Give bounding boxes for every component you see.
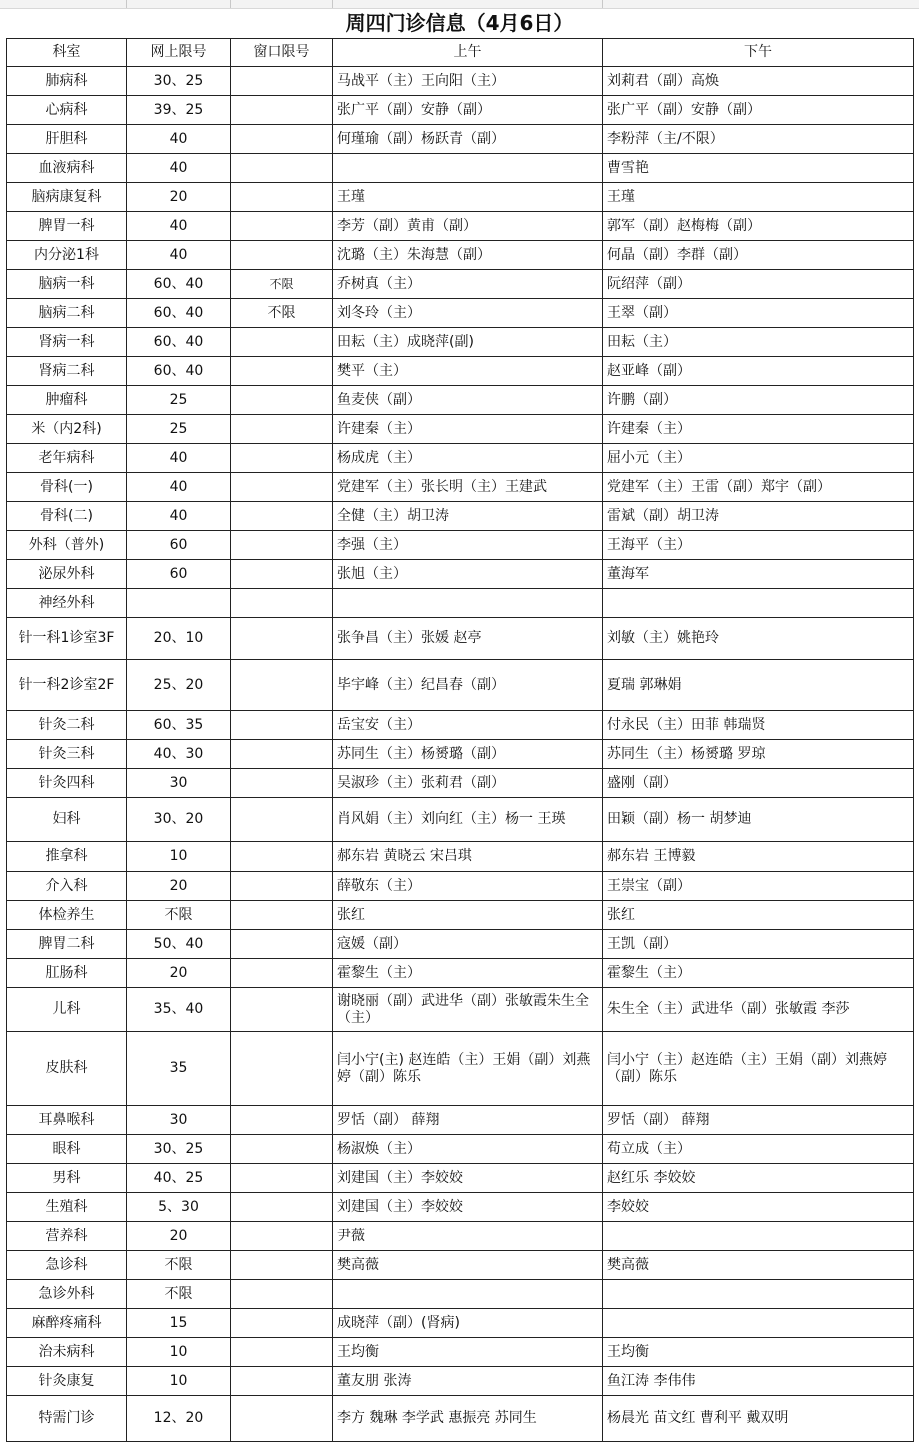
- cell-afternoon[interactable]: 张广平（副）安静（副）: [603, 96, 914, 125]
- cell-dept[interactable]: 麻醉疼痛科: [7, 1309, 127, 1338]
- cell-dept[interactable]: 泌尿外科: [7, 560, 127, 589]
- cell-dept[interactable]: 米（内2科): [7, 415, 127, 444]
- cell-dept[interactable]: 老年病科: [7, 444, 127, 473]
- cell-window-limit[interactable]: [231, 1106, 333, 1135]
- header-morning: 上午: [333, 39, 603, 67]
- cell-afternoon[interactable]: 王崇宝（副）: [603, 872, 914, 901]
- cell-afternoon[interactable]: 王瑾: [603, 183, 914, 212]
- cell-window-limit[interactable]: [231, 798, 333, 842]
- cell-dept[interactable]: 针一科2诊室2F: [7, 660, 127, 711]
- cell-afternoon[interactable]: 刘莉君（副）高焕: [603, 67, 914, 96]
- cell-window-limit[interactable]: [231, 212, 333, 241]
- cell-morning[interactable]: 杨成虎（主）: [333, 444, 603, 473]
- cell-online-limit[interactable]: 25: [127, 386, 231, 415]
- cell-window-limit[interactable]: [231, 930, 333, 959]
- table-row: [7, 988, 914, 1032]
- cell-online-limit[interactable]: 12、20: [127, 1396, 231, 1442]
- cell-afternoon[interactable]: 阮绍萍（副）: [603, 270, 914, 299]
- cell-window-limit[interactable]: [231, 1164, 333, 1193]
- table-row: [7, 299, 914, 328]
- cell-dept[interactable]: 血液病科: [7, 154, 127, 183]
- cell-window-limit[interactable]: [231, 96, 333, 125]
- cell-morning[interactable]: 张争昌（主）张媛 赵亭: [333, 618, 603, 660]
- cell-dept[interactable]: 骨科(二): [7, 502, 127, 531]
- cell-window-limit[interactable]: [231, 473, 333, 502]
- cell-morning[interactable]: 罗恬（副） 薛翔: [333, 1106, 603, 1135]
- cell-online-limit[interactable]: 40、25: [127, 1164, 231, 1193]
- table-row: [7, 959, 914, 988]
- cell-online-limit[interactable]: 40: [127, 473, 231, 502]
- cell-afternoon[interactable]: 许鹏（副）: [603, 386, 914, 415]
- cell-afternoon[interactable]: 王均衡: [603, 1338, 914, 1367]
- cell-dept[interactable]: 脑病一科: [7, 270, 127, 299]
- cell-online-limit[interactable]: 60、35: [127, 711, 231, 740]
- cell-window-limit[interactable]: [231, 386, 333, 415]
- cell-online-limit[interactable]: 50、40: [127, 930, 231, 959]
- cell-morning[interactable]: 许建秦（主）: [333, 415, 603, 444]
- cell-afternoon[interactable]: 闫小宁（主）赵连皓（主）王娟（副）刘燕婷（副）陈乐: [603, 1032, 914, 1106]
- table-row: [7, 415, 914, 444]
- cell-online-limit[interactable]: 不限: [127, 1280, 231, 1309]
- cell-window-limit[interactable]: [231, 502, 333, 531]
- table-row: [7, 1193, 914, 1222]
- cell-online-limit[interactable]: 10: [127, 1338, 231, 1367]
- cell-dept[interactable]: 脾胃二科: [7, 930, 127, 959]
- cell-dept[interactable]: 皮肤科: [7, 1032, 127, 1106]
- cell-online-limit[interactable]: 20: [127, 872, 231, 901]
- schedule-table: [6, 38, 914, 1442]
- cell-morning[interactable]: 田耘（主）成晓萍(副): [333, 328, 603, 357]
- cell-online-limit[interactable]: 40: [127, 444, 231, 473]
- cell-online-limit[interactable]: 60、40: [127, 357, 231, 386]
- cell-dept[interactable]: 肾病二科: [7, 357, 127, 386]
- header-afternoon: 下午: [603, 39, 914, 67]
- cell-window-limit[interactable]: [231, 1032, 333, 1106]
- cell-dept[interactable]: 肾病一科: [7, 328, 127, 357]
- cell-online-limit[interactable]: 35: [127, 1032, 231, 1106]
- cell-window-limit[interactable]: [231, 154, 333, 183]
- cell-window-limit[interactable]: [231, 444, 333, 473]
- cell-dept[interactable]: 体检养生: [7, 901, 127, 930]
- cell-afternoon[interactable]: 雷斌（副）胡卫涛: [603, 502, 914, 531]
- cell-morning[interactable]: 张旭（主）: [333, 560, 603, 589]
- header-window-limit: 窗口限号: [231, 39, 333, 67]
- cell-dept[interactable]: 治未病科: [7, 1338, 127, 1367]
- cell-window-limit[interactable]: [231, 125, 333, 154]
- table-row: [7, 531, 914, 560]
- cell-dept[interactable]: 肺病科: [7, 67, 127, 96]
- cell-afternoon[interactable]: 杨晨光 苗文红 曹利平 戴双明: [603, 1396, 914, 1442]
- cell-afternoon[interactable]: 田颖（副）杨一 胡梦迪: [603, 798, 914, 842]
- cell-dept[interactable]: 脑病康复科: [7, 183, 127, 212]
- cell-online-limit[interactable]: 60、40: [127, 328, 231, 357]
- cell-online-limit[interactable]: 30: [127, 769, 231, 798]
- cell-window-limit[interactable]: [231, 183, 333, 212]
- cell-dept[interactable]: 推拿科: [7, 842, 127, 872]
- cell-online-limit[interactable]: 35、40: [127, 988, 231, 1032]
- table-row: [7, 125, 914, 154]
- cell-online-limit[interactable]: 20: [127, 959, 231, 988]
- cell-afternoon[interactable]: 朱生全（主）武进华（副）张敏霞 李莎: [603, 988, 914, 1032]
- table-row: [7, 357, 914, 386]
- cell-morning[interactable]: 郝东岩 黄晓云 宋吕琪: [333, 842, 603, 872]
- cell-afternoon[interactable]: 苟立成（主）: [603, 1135, 914, 1164]
- cell-afternoon[interactable]: 党建军（主）王雷（副）郑宇（副）: [603, 473, 914, 502]
- cell-dept[interactable]: 针灸三科: [7, 740, 127, 769]
- cell-window-limit[interactable]: [231, 1193, 333, 1222]
- cell-online-limit[interactable]: 不限: [127, 1251, 231, 1280]
- table-row: [7, 769, 914, 798]
- cell-dept[interactable]: 介入科: [7, 872, 127, 901]
- header-dept: 科室: [7, 39, 127, 67]
- header-online-limit: 网上限号: [127, 39, 231, 67]
- cell-window-limit[interactable]: [231, 415, 333, 444]
- table-row: [7, 901, 914, 930]
- cell-dept[interactable]: 特需门诊: [7, 1396, 127, 1442]
- cell-online-limit[interactable]: 60: [127, 560, 231, 589]
- cell-afternoon[interactable]: [603, 1222, 914, 1251]
- cell-window-limit[interactable]: [231, 357, 333, 386]
- cell-morning[interactable]: 王瑾: [333, 183, 603, 212]
- cell-online-limit[interactable]: 25: [127, 415, 231, 444]
- cell-morning[interactable]: 岳宝安（主）: [333, 711, 603, 740]
- cell-afternoon[interactable]: 霍黎生（主）: [603, 959, 914, 988]
- cell-afternoon[interactable]: 郭军（副）赵梅梅（副）: [603, 212, 914, 241]
- cell-window-limit[interactable]: [231, 901, 333, 930]
- cell-window-limit[interactable]: [231, 842, 333, 872]
- cell-online-limit[interactable]: 30、25: [127, 67, 231, 96]
- cell-afternoon[interactable]: 张红: [603, 901, 914, 930]
- table-row: [7, 270, 914, 299]
- table-row: [7, 473, 914, 502]
- cell-afternoon[interactable]: 赵红乐 李姣姣: [603, 1164, 914, 1193]
- cell-window-limit[interactable]: [231, 589, 333, 618]
- cell-morning[interactable]: 李强（主）: [333, 531, 603, 560]
- cell-online-limit[interactable]: 60: [127, 531, 231, 560]
- cell-online-limit[interactable]: 30、20: [127, 798, 231, 842]
- cell-afternoon[interactable]: 付永民（主）田菲 韩瑞贤: [603, 711, 914, 740]
- cell-online-limit[interactable]: 60、40: [127, 299, 231, 328]
- cell-dept[interactable]: 针灸二科: [7, 711, 127, 740]
- cell-afternoon[interactable]: 苏同生（主）杨赟璐 罗琼: [603, 740, 914, 769]
- cell-afternoon[interactable]: 李粉萍（主/不限）: [603, 125, 914, 154]
- table-row: [7, 1164, 914, 1193]
- cell-morning[interactable]: 樊高薇: [333, 1251, 603, 1280]
- cell-afternoon[interactable]: 王翠（副）: [603, 299, 914, 328]
- cell-morning[interactable]: 肖风娟（主）刘向红（主）杨一 王瑛: [333, 798, 603, 842]
- cell-dept[interactable]: 肝胆科: [7, 125, 127, 154]
- cell-morning[interactable]: 王均衡: [333, 1338, 603, 1367]
- cell-afternoon[interactable]: [603, 1309, 914, 1338]
- cell-afternoon[interactable]: 曹雪艳: [603, 154, 914, 183]
- cell-dept[interactable]: 针灸四科: [7, 769, 127, 798]
- cell-morning[interactable]: 张红: [333, 901, 603, 930]
- table-row: [7, 930, 914, 959]
- cell-window-limit[interactable]: 不限: [231, 299, 333, 328]
- cell-window-limit[interactable]: [231, 1222, 333, 1251]
- cell-morning[interactable]: 刘冬玲（主）: [333, 299, 603, 328]
- cell-online-limit[interactable]: 5、30: [127, 1193, 231, 1222]
- cell-window-limit[interactable]: 不限: [231, 270, 333, 299]
- cell-afternoon[interactable]: 郝东岩 王博毅: [603, 842, 914, 872]
- cell-morning[interactable]: 霍黎生（主）: [333, 959, 603, 988]
- cell-online-limit[interactable]: 25、20: [127, 660, 231, 711]
- cell-window-limit[interactable]: [231, 1396, 333, 1442]
- table-row: [7, 798, 914, 842]
- cell-morning[interactable]: 寇媛（副）: [333, 930, 603, 959]
- cell-window-limit[interactable]: [231, 872, 333, 901]
- cell-online-limit[interactable]: 40: [127, 502, 231, 531]
- cell-afternoon[interactable]: 何晶（副）李群（副）: [603, 241, 914, 270]
- cell-dept[interactable]: 脑病二科: [7, 299, 127, 328]
- cell-afternoon[interactable]: 王凯（副）: [603, 930, 914, 959]
- cell-online-limit[interactable]: 不限: [127, 901, 231, 930]
- table-row: [7, 711, 914, 740]
- table-row: [7, 1135, 914, 1164]
- table-row: [7, 1338, 914, 1367]
- table-row: [7, 589, 914, 618]
- cell-online-limit[interactable]: 40: [127, 212, 231, 241]
- cell-morning[interactable]: [333, 589, 603, 618]
- cell-morning[interactable]: 闫小宁(主) 赵连皓（主）王娟（副）刘燕婷（副）陈乐: [333, 1032, 603, 1106]
- cell-morning[interactable]: 杨淑焕（主）: [333, 1135, 603, 1164]
- cell-dept[interactable]: 骨科(一): [7, 473, 127, 502]
- cell-window-limit[interactable]: [231, 1338, 333, 1367]
- table-row: [7, 386, 914, 415]
- cell-dept[interactable]: 男科: [7, 1164, 127, 1193]
- cell-window-limit[interactable]: [231, 67, 333, 96]
- cell-online-limit[interactable]: 40: [127, 241, 231, 270]
- cell-dept[interactable]: 神经外科: [7, 589, 127, 618]
- table-row: [7, 212, 914, 241]
- cell-afternoon[interactable]: 鱼江涛 李伟伟: [603, 1367, 914, 1396]
- cell-morning[interactable]: 谢晓丽（副）武进华（副）张敏霞朱生全（主）: [333, 988, 603, 1032]
- cell-morning[interactable]: 薛敬东（主）: [333, 872, 603, 901]
- table-row: [7, 1251, 914, 1280]
- cell-afternoon[interactable]: 屈小元（主）: [603, 444, 914, 473]
- cell-online-limit[interactable]: 20、10: [127, 618, 231, 660]
- table-row: [7, 660, 914, 711]
- cell-dept[interactable]: 肛肠科: [7, 959, 127, 988]
- cell-dept[interactable]: 儿科: [7, 988, 127, 1032]
- cell-online-limit[interactable]: 10: [127, 842, 231, 872]
- cell-window-limit[interactable]: [231, 618, 333, 660]
- table-row: [7, 842, 914, 872]
- table-body: [7, 67, 914, 1442]
- cell-morning[interactable]: 李方 魏琳 李学武 惠振亮 苏同生: [333, 1396, 603, 1442]
- cell-online-limit[interactable]: 39、25: [127, 96, 231, 125]
- cell-dept[interactable]: 急诊科: [7, 1251, 127, 1280]
- cell-window-limit[interactable]: [231, 660, 333, 711]
- cell-morning[interactable]: 马战平（主）王向阳（主）: [333, 67, 603, 96]
- cell-window-limit[interactable]: [231, 241, 333, 270]
- cell-morning[interactable]: 李芳（副）黄甫（副）: [333, 212, 603, 241]
- cell-morning[interactable]: [333, 154, 603, 183]
- cell-afternoon[interactable]: 夏瑞 郭琳娟: [603, 660, 914, 711]
- table-row: [7, 328, 914, 357]
- cell-dept[interactable]: 眼科: [7, 1135, 127, 1164]
- header-row: [7, 39, 914, 67]
- table-row: [7, 154, 914, 183]
- cell-afternoon[interactable]: 樊高薇: [603, 1251, 914, 1280]
- cell-dept[interactable]: 内分泌1科: [7, 241, 127, 270]
- cell-morning[interactable]: 鱼麦侠（副）: [333, 386, 603, 415]
- cell-morning[interactable]: 刘建国（主）李姣姣: [333, 1164, 603, 1193]
- cell-dept[interactable]: 针灸康复: [7, 1367, 127, 1396]
- table-row: [7, 241, 914, 270]
- cell-window-limit[interactable]: [231, 1251, 333, 1280]
- cell-online-limit[interactable]: 60、40: [127, 270, 231, 299]
- cell-afternoon[interactable]: 盛刚（副）: [603, 769, 914, 798]
- cell-window-limit[interactable]: [231, 1135, 333, 1164]
- cell-morning[interactable]: 何瑾瑜（副）杨跃青（副）: [333, 125, 603, 154]
- cell-window-limit[interactable]: [231, 531, 333, 560]
- table-row: [7, 96, 914, 125]
- cell-online-limit[interactable]: 40: [127, 154, 231, 183]
- cell-afternoon[interactable]: 赵亚峰（副）: [603, 357, 914, 386]
- cell-afternoon[interactable]: 田耘（主）: [603, 328, 914, 357]
- cell-online-limit[interactable]: 20: [127, 1222, 231, 1251]
- cell-online-limit[interactable]: 40: [127, 125, 231, 154]
- cell-online-limit[interactable]: 30、25: [127, 1135, 231, 1164]
- cell-morning[interactable]: 樊平（主）: [333, 357, 603, 386]
- cell-morning[interactable]: 乔树真（主）: [333, 270, 603, 299]
- cell-window-limit[interactable]: [231, 1367, 333, 1396]
- cell-window-limit[interactable]: [231, 959, 333, 988]
- cell-afternoon[interactable]: 王海平（主）: [603, 531, 914, 560]
- table-row: [7, 1106, 914, 1135]
- cell-window-limit[interactable]: [231, 740, 333, 769]
- cell-morning[interactable]: 董友朋 张涛: [333, 1367, 603, 1396]
- cell-online-limit[interactable]: 10: [127, 1367, 231, 1396]
- table-row: [7, 872, 914, 901]
- cell-online-limit[interactable]: 15: [127, 1309, 231, 1338]
- cell-window-limit[interactable]: [231, 328, 333, 357]
- cell-dept[interactable]: 心病科: [7, 96, 127, 125]
- cell-afternoon[interactable]: 李姣姣: [603, 1193, 914, 1222]
- table-row: [7, 560, 914, 589]
- cell-dept[interactable]: 急诊外科: [7, 1280, 127, 1309]
- cell-afternoon[interactable]: 董海军: [603, 560, 914, 589]
- table-row: [7, 1222, 914, 1251]
- cell-afternoon[interactable]: 许建秦（主）: [603, 415, 914, 444]
- cell-online-limit[interactable]: 20: [127, 183, 231, 212]
- cell-afternoon[interactable]: 刘敏（主）姚艳玲: [603, 618, 914, 660]
- cell-dept[interactable]: 脾胃一科: [7, 212, 127, 241]
- table-row: [7, 444, 914, 473]
- cell-window-limit[interactable]: [231, 711, 333, 740]
- page-title: 周四门诊信息（4月6日）: [345, 11, 574, 35]
- cell-morning[interactable]: 沈璐（主）朱海慧（副）: [333, 241, 603, 270]
- cell-morning[interactable]: [333, 1280, 603, 1309]
- cell-morning[interactable]: 吴淑珍（主）张莉君（副）: [333, 769, 603, 798]
- cell-dept[interactable]: 肿瘤科: [7, 386, 127, 415]
- cell-morning[interactable]: 党建军（主）张长明（主）王建武: [333, 473, 603, 502]
- cell-window-limit[interactable]: [231, 1280, 333, 1309]
- cell-online-limit[interactable]: 30: [127, 1106, 231, 1135]
- table-row: [7, 1280, 914, 1309]
- cell-dept[interactable]: 生殖科: [7, 1193, 127, 1222]
- cell-window-limit[interactable]: [231, 560, 333, 589]
- table-row: [7, 502, 914, 531]
- table-row: [7, 1396, 914, 1442]
- cell-online-limit[interactable]: [127, 589, 231, 618]
- cell-morning[interactable]: 苏同生（主）杨赟璐（副）: [333, 740, 603, 769]
- cell-dept[interactable]: 耳鼻喉科: [7, 1106, 127, 1135]
- cell-morning[interactable]: 全健（主）胡卫涛: [333, 502, 603, 531]
- table-row: [7, 183, 914, 212]
- table-row: [7, 67, 914, 96]
- cell-morning[interactable]: 毕宇峰（主）纪昌春（副）: [333, 660, 603, 711]
- cell-morning[interactable]: 张广平（副）安静（副）: [333, 96, 603, 125]
- cell-afternoon[interactable]: [603, 1280, 914, 1309]
- cell-morning[interactable]: 刘建国（主）李姣姣: [333, 1193, 603, 1222]
- cell-window-limit[interactable]: [231, 769, 333, 798]
- cell-afternoon[interactable]: 罗恬（副） 薛翔: [603, 1106, 914, 1135]
- table-row: [7, 1309, 914, 1338]
- cell-morning[interactable]: 成晓萍（副）(肾病): [333, 1309, 603, 1338]
- table-row: [7, 618, 914, 660]
- table-row: [7, 740, 914, 769]
- cell-online-limit[interactable]: 40、30: [127, 740, 231, 769]
- cell-dept[interactable]: 妇科: [7, 798, 127, 842]
- cell-morning[interactable]: 尹薇: [333, 1222, 603, 1251]
- cell-dept[interactable]: 营养科: [7, 1222, 127, 1251]
- cell-window-limit[interactable]: [231, 1309, 333, 1338]
- cell-afternoon[interactable]: [603, 589, 914, 618]
- cell-dept[interactable]: 针一科1诊室3F: [7, 618, 127, 660]
- cell-window-limit[interactable]: [231, 988, 333, 1032]
- cell-dept[interactable]: 外科（普外): [7, 531, 127, 560]
- table-row: [7, 1032, 914, 1106]
- table-row: [7, 1367, 914, 1396]
